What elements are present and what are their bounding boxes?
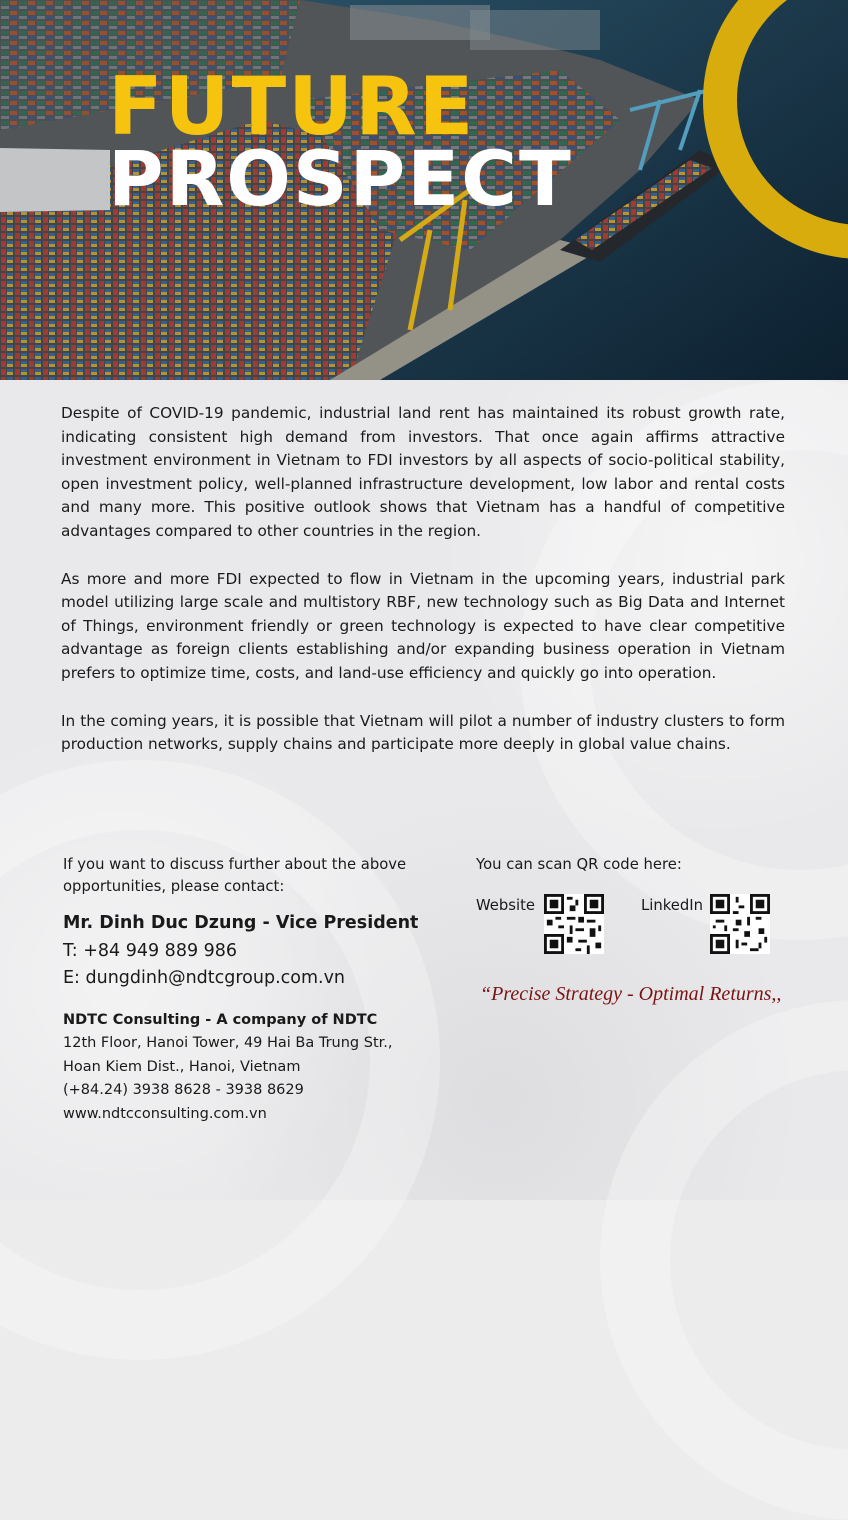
paragraph-covid-outlook: Despite of COVID-19 pandemic, industrial land rent has maintained its robust growth rate, indicating consistent high demand from investors. That once again affirms attractive investment environment in Vietnam to FDI investors by all aspects of socio-political stability, open investment policy, well-planned infrastructure development, low labor and rental costs and many more. This positive outlook shows that Vietnam has a handful of competitive advantages compared to other countries in the region. xyxy=(61,404,785,540)
website-qr-code-icon[interactable] xyxy=(544,894,604,954)
background-swirl xyxy=(600,1000,848,1520)
linkedin-qr-code-icon[interactable] xyxy=(710,894,770,954)
address-line-1: 12th Floor, Hanoi Tower, 49 Hai Ba Trung Str., xyxy=(63,1035,393,1051)
company-phone[interactable]: (+84.24) 3938 8628 - 3938 8629 xyxy=(63,1082,304,1098)
hero-port-photo xyxy=(0,0,848,380)
qr-website-label: Website xyxy=(476,897,535,914)
company-name: NDTC Consulting - A company of NDTC xyxy=(63,1012,378,1028)
title-prospect: PROSPECT xyxy=(108,133,573,223)
qr-section xyxy=(476,854,806,914)
address-line-2: Hoan Kiem Dist., Hanoi, Vietnam xyxy=(63,1058,301,1075)
title-future: FUTURE xyxy=(108,60,476,153)
contact-name: Mr. Dinh Duc Dzung - Vice President xyxy=(63,913,419,933)
qr-linkedin-label: LinkedIn xyxy=(641,897,704,914)
contact-intro: If you want to discuss further about the above opportunities, please contact: xyxy=(63,856,407,895)
paragraph-fdi-technology: As more and more FDI expected to flow in Vietnam in the upcoming years, industrial park model utilizing large scale and multistory RBF, new technology such as Big Data and Internet of Things, environment friendly or green technology is expected to have clear competitive advantage as foreign clients establishing and/or expanding business operation in Vietnam prefers to optimize time, costs, and land-use efficiency and quickly go into operation. xyxy=(61,569,785,682)
contact-email[interactable]: E: dungdinh@ndtcgroup.com.vn xyxy=(63,968,346,988)
hero-title xyxy=(108,60,573,223)
qr-intro: You can scan QR code here: xyxy=(476,856,682,873)
company-info xyxy=(63,1008,443,1126)
contact-section xyxy=(63,854,443,1126)
body-text xyxy=(61,402,785,781)
slogan: “Precise Strategy - Optimal Returns,, xyxy=(480,983,782,1005)
paragraph-industry-clusters: In the coming years, it is possible that Vietnam will pilot a number of industry clusters to form production networks, supply chains and participate more deeply in global value chains. xyxy=(61,711,785,754)
contact-phone[interactable]: T: +84 949 889 986 xyxy=(63,941,238,961)
company-website-link[interactable]: www.ndtcconsulting.com.vn xyxy=(63,1105,267,1122)
